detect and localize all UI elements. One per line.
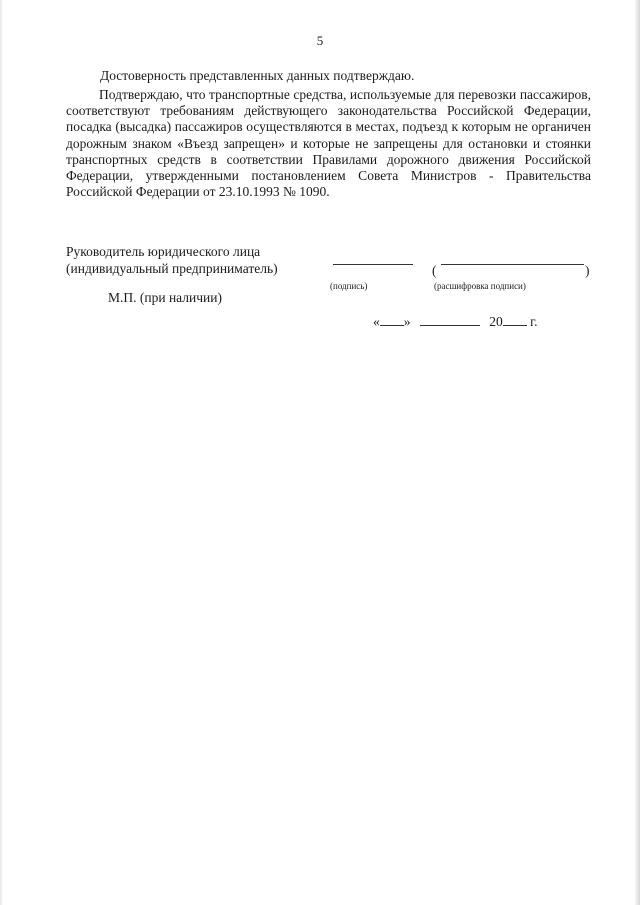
date-year-prefix: 20 — [489, 314, 503, 329]
date-quote-close: » — [403, 314, 411, 329]
date-year-suffix: г. — [530, 314, 538, 329]
signature-caption: (подпись) — [330, 281, 368, 291]
date-year-blank — [503, 313, 527, 326]
scan-edge-right — [634, 0, 640, 905]
page-number: 5 — [316, 33, 324, 48]
signatory-role-line2: (индивидуальный предприниматель) — [66, 261, 278, 276]
signatory-role-line1: Руководитель юридического лица — [66, 244, 261, 259]
signature-blank — [333, 264, 413, 265]
decoding-paren-open: ( — [432, 263, 437, 278]
scan-edge-left — [0, 0, 3, 905]
decoding-paren-close: ) — [585, 263, 590, 278]
date-day-blank — [380, 313, 404, 326]
signatory-role — [66, 243, 278, 277]
date-quote-open: « — [373, 314, 380, 329]
compliance-paragraph: Подтверждаю, что транспортные средства, используемые для перевозки пассажиров, соответствуют требованиям действующего законодательства Российской Федерации, посадка (высадка) пассажиров осуществляются в местах, подъезд к которым не органичен дорожным знаком «Въезд запрещен» и которые не запрещены для остановки и стоянки транспортных средств в соответствии Правилами дорожного движения Российской Федерации, утвержденными постановлением Совета Министров - Правительства Российской Федерации от 23.10.1993 № 1090. — [66, 87, 591, 200]
date-field — [373, 313, 538, 330]
confirmation-sentence: Достоверность представленных данных подтверждаю. — [100, 68, 415, 83]
signature-decoding-caption: (расшифровка подписи) — [434, 281, 526, 291]
date-month-blank — [420, 313, 480, 326]
stamp-placeholder: М.П. (при наличии) — [108, 290, 222, 305]
signature-decoding-blank — [441, 264, 584, 265]
